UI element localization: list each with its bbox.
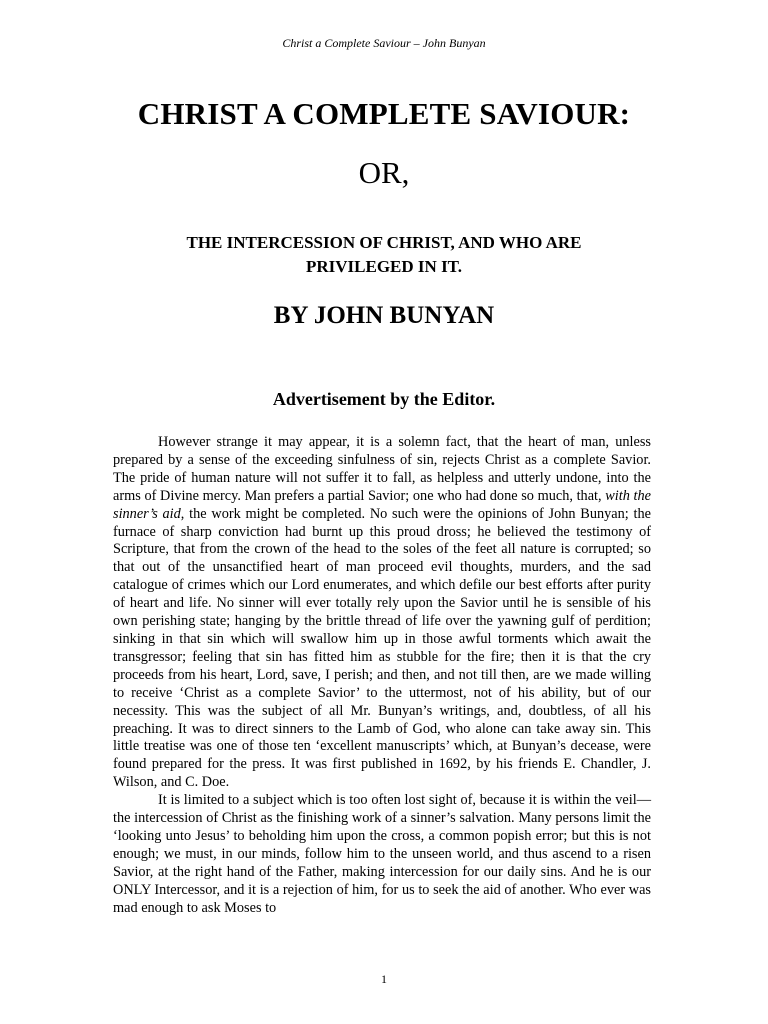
document-title: CHRIST A COMPLETE SAVIOUR: <box>137 96 631 131</box>
paragraph-1-part-2: , the work might be completed. No such were the opinions of John Bunyan; the furnace of sharp conviction had burnt up this proud dross; he believed the testimony of Scripture, that from the crown of the head to the soles of the feet all nature is corrupted; so that out of the unsanctified heart of man proceed evil thoughts, murders, and the sad catalogue of crimes which our Lord enumerates, and which defile our best efforts after purity of heart and life. No sinner will ever totally rely upon the Savior until he is sensible of his own perishing state; hanging by the brittle thread of life over the yawning gulf of perdition; sinking in that sin which will swallow him up in those awful torments which await the transgressor; feeling that sin has fitted him as stubble for the fire; then it is that the cry proceeds from his heart, Lord, save, I perish; and then, and not till then, are we made willing to receive ‘Christ as a complete Savior’ to the uttermost, not of his ability, but of our necessity. This was the subject of all Mr. Bunyan’s writings, and, doubtless, of all his preaching. It was to direct sinners to the Lamb of God, who alone can take away sin. This little treatise was one of those ten ‘excellent manuscripts’ which, at Bunyan’s decease, were found prepared for the press. It was first published in 1692, by his friends E. Chandler, J. Wilson, and C. Doe. <box>113 505 651 791</box>
page-number: 1 <box>381 972 387 986</box>
paragraph-1 <box>113 434 651 792</box>
paragraph-2: It is limited to a subject which is too often lost sight of, because it is within the veil—the intercession of Christ as the finishing work of a sinner’s salvation. Many persons limit the ‘looking unto Jesus’ to beholding him upon the cross, a common popish error; but this is not enough; we must, in our minds, follow him to the unseen world, and thus ascend to a risen Savior, at the right hand of the Father, making intercession for our daily sins. And he is our ONLY Intercessor, and it is a rejection of him, for us to seek the aid of another. Who ever was mad enough to ask Moses to <box>113 792 651 916</box>
author-line: BY JOHN BUNYAN <box>273 302 495 329</box>
section-heading: Advertisement by the Editor. <box>272 389 496 409</box>
body-text <box>113 434 651 917</box>
paragraph-1-emphasis: with the sinner’s aid <box>113 487 651 522</box>
document-subtitle: THE INTERCESSION OF CHRIST, AND WHO ARE PRIVILEGED IN IT. <box>186 233 582 276</box>
title-or-line: OR, <box>358 155 410 190</box>
paragraph-1-part-1: However strange it may appear, it is a solemn fact, that the heart of man, unless prepared by a sense of the exceeding sinfulness of sin, rejects Christ as a complete Savior. The pride of human nature will not suffer it to fall, as helpless and utterly undone, into the arms of Divine mercy. Man prefers a partial Savior; one who had done so much, that, <box>113 434 651 504</box>
running-header: Christ a Complete Saviour – John Bunyan <box>282 36 486 50</box>
